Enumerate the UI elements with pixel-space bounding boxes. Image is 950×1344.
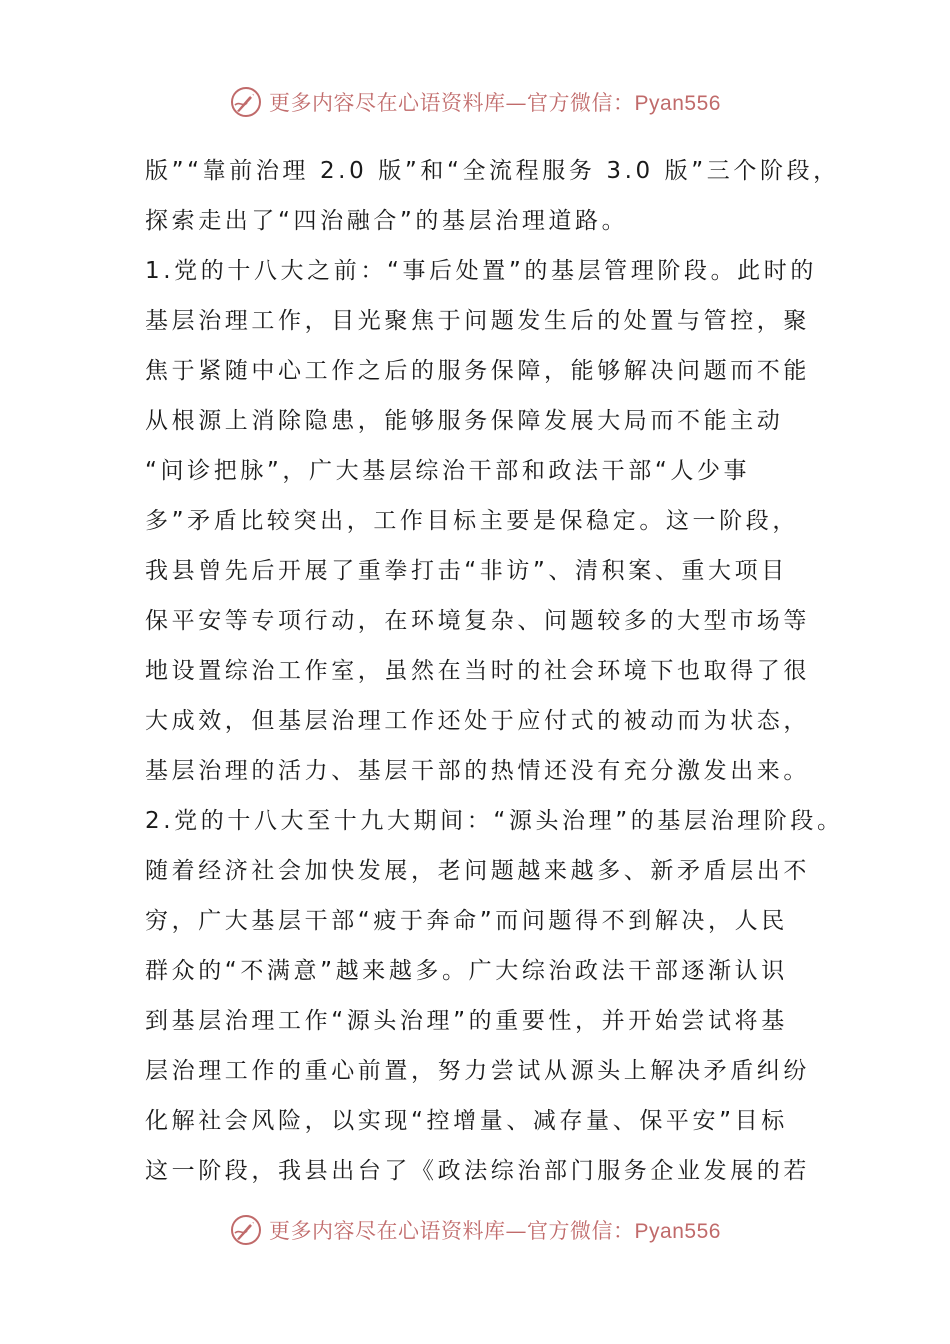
- document-body: [145, 146, 844, 1196]
- body-line: 基层治理工作，目光聚焦于问题发生后的处置与管控，聚: [145, 308, 810, 334]
- body-line: 到基层治理工作“源头治理”的重要性，并开始尝试将基: [145, 1008, 788, 1034]
- footer-banner-label: 更多内容尽在心语资料库—官方微信：: [269, 1219, 635, 1243]
- body-line: 群众的“不满意”越来越多。广大综治政法干部逐渐认识: [145, 958, 788, 984]
- body-line: 多”矛盾比较突出，工作目标主要是保稳定。这一阶段，: [145, 508, 799, 534]
- body-line: 大成效，但基层治理工作还处于应付式的被动而为状态，: [145, 708, 810, 734]
- body-line: 焦于紧随中心工作之后的服务保障，能够解决问题而不能: [145, 358, 810, 384]
- footer-banner: [0, 1210, 950, 1250]
- header-wechat-id: Pyan556: [634, 92, 721, 115]
- footer-banner-text: [269, 1215, 721, 1245]
- body-line: 保平安等专项行动，在环境复杂、问题较多的大型市场等: [145, 608, 810, 634]
- body-line: “问诊把脉”，广大基层综治干部和政法干部“人少事: [145, 458, 751, 484]
- body-line: 探索走出了“四治融合”的基层治理道路。: [145, 208, 629, 234]
- body-line: 这一阶段，我县出台了《政法综治部门服务企业发展的若: [145, 1158, 810, 1184]
- body-line: 2.党的十八大至十九大期间：“源头治理”的基层治理阶段。: [145, 808, 844, 834]
- body-line: 化解社会风险，以实现“控增量、减存量、保平安”目标: [145, 1108, 788, 1134]
- pen-nib-logo-icon: [229, 85, 263, 119]
- header-banner-text: [269, 87, 721, 117]
- body-line: 1.党的十八大之前：“事后处置”的基层管理阶段。此时的: [145, 258, 817, 284]
- body-line: 基层治理的活力、基层干部的热情还没有充分激发出来。: [145, 758, 810, 784]
- header-banner: [0, 82, 950, 122]
- footer-wechat-id: Pyan556: [634, 1220, 721, 1243]
- body-line: 穷，广大基层干部“疲于奔命”而问题得不到解决，人民: [145, 908, 788, 934]
- body-line: 层治理工作的重心前置，努力尝试从源头上解决矛盾纠纷: [145, 1058, 810, 1084]
- body-line: 地设置综治工作室，虽然在当时的社会环境下也取得了很: [145, 658, 810, 684]
- body-line: 我县曾先后开展了重拳打击“非访”、清积案、重大项目: [145, 558, 788, 584]
- pen-nib-logo-icon: [229, 1213, 263, 1247]
- header-banner-label: 更多内容尽在心语资料库—官方微信：: [269, 91, 635, 115]
- body-line: 版”“靠前治理 2.0 版”和“全流程服务 3.0 版”三个阶段，: [145, 158, 840, 184]
- body-line: 随着经济社会加快发展，老问题越来越多、新矛盾层出不: [145, 858, 810, 884]
- body-line: 从根源上消除隐患，能够服务保障发展大局而不能主动: [145, 408, 784, 434]
